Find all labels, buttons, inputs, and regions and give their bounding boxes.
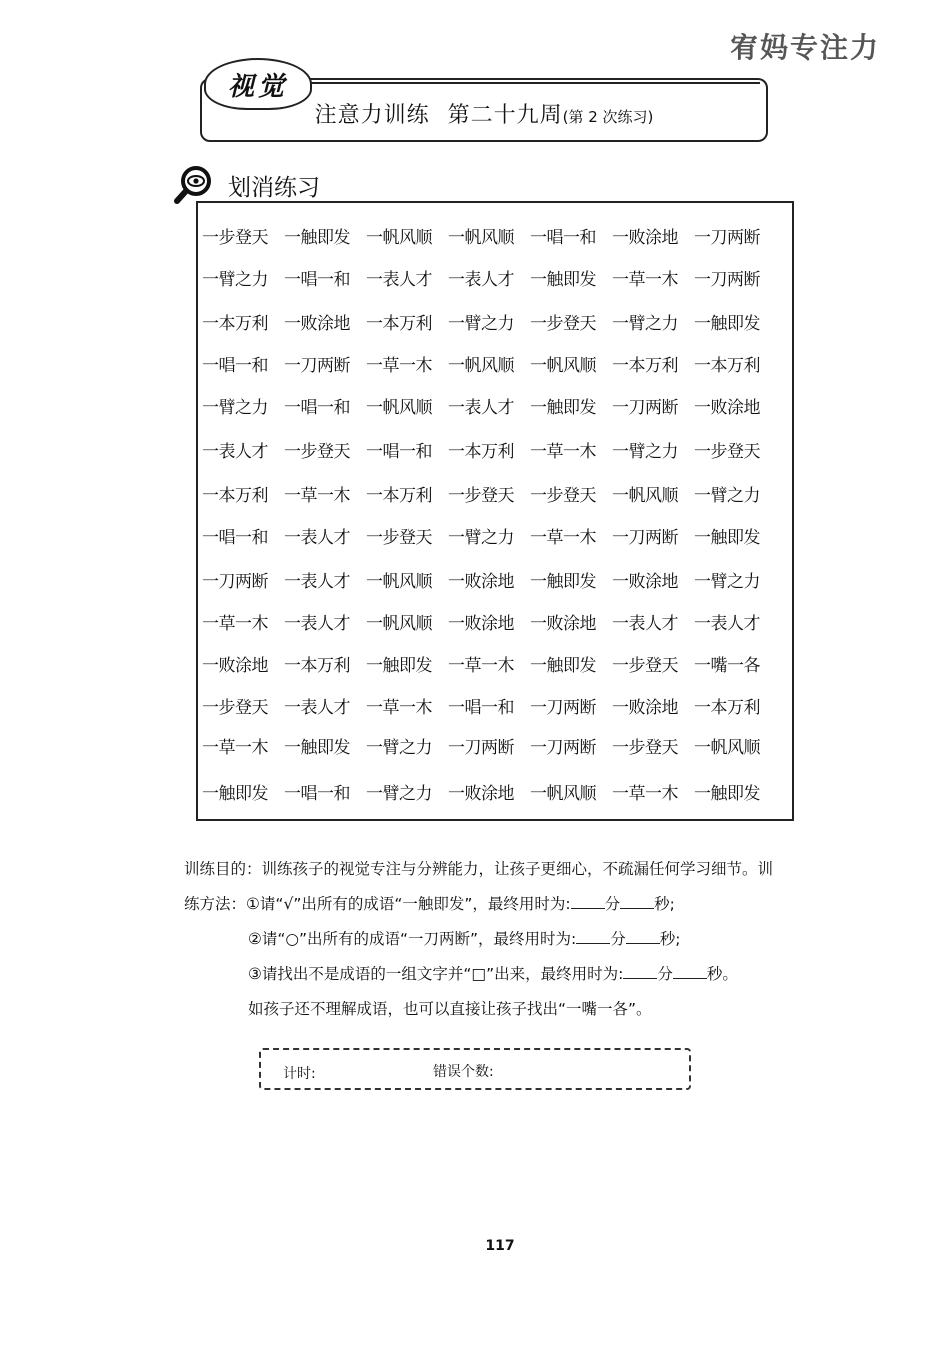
idiom-cell[interactable]: 一刀两断 bbox=[530, 738, 596, 758]
idiom-cell[interactable]: 一臂之力 bbox=[448, 528, 514, 548]
unit-sec: 秒; bbox=[659, 930, 681, 948]
idiom-cell[interactable]: 一刀两断 bbox=[612, 528, 678, 548]
idiom-cell[interactable]: 一刀两断 bbox=[694, 228, 760, 248]
idiom-cell[interactable]: 一表人才 bbox=[284, 572, 350, 592]
idiom-cell[interactable]: 一步登天 bbox=[202, 698, 268, 718]
idiom-cell[interactable]: 一败涂地 bbox=[530, 614, 596, 634]
idiom-cell[interactable]: 一表人才 bbox=[284, 528, 350, 548]
idiom-cell[interactable]: 一步登天 bbox=[612, 738, 678, 758]
grid-row bbox=[198, 693, 796, 723]
idiom-cell[interactable]: 一本万利 bbox=[612, 356, 678, 376]
method-step-2 bbox=[184, 922, 824, 957]
idiom-cell[interactable]: 一触即发 bbox=[284, 738, 350, 758]
idiom-cell[interactable]: 一表人才 bbox=[366, 270, 432, 290]
magnifier-eye-icon bbox=[174, 165, 214, 205]
instructions bbox=[184, 852, 824, 1027]
title-main: 注意力训练 bbox=[314, 103, 430, 128]
idiom-cell[interactable]: 一草一木 bbox=[202, 614, 268, 634]
idiom-cell[interactable]: 一臂之力 bbox=[366, 738, 432, 758]
idiom-cell[interactable]: 一唱一和 bbox=[530, 228, 596, 248]
unit-min: 分 bbox=[610, 930, 626, 948]
watermark: 宥妈专注力 bbox=[729, 31, 880, 64]
idiom-cell[interactable]: 一帆风顺 bbox=[366, 398, 432, 418]
grid-row bbox=[198, 309, 796, 339]
method-step-3 bbox=[184, 957, 824, 992]
header-divider bbox=[305, 82, 760, 84]
idiom-grid bbox=[196, 201, 794, 821]
idiom-cell[interactable]: 一臂之力 bbox=[612, 442, 678, 462]
grid-row bbox=[198, 437, 796, 467]
idiom-cell[interactable]: 一触即发 bbox=[530, 572, 596, 592]
idiom-cell[interactable]: 一臂之力 bbox=[694, 572, 760, 592]
idiom-cell[interactable]: 一唱一和 bbox=[202, 528, 268, 548]
step-2-text: ②请“○”出所有的成语“一刀两断”，最终用时为: bbox=[248, 930, 577, 948]
idiom-cell[interactable]: 一帆风顺 bbox=[366, 572, 432, 592]
idiom-cell[interactable]: 一臂之力 bbox=[694, 486, 760, 506]
idiom-cell[interactable]: 一唱一和 bbox=[448, 698, 514, 718]
idiom-cell[interactable]: 一唱一和 bbox=[366, 442, 432, 462]
grid-row bbox=[198, 567, 796, 597]
idiom-cell[interactable]: 一表人才 bbox=[284, 698, 350, 718]
idiom-cell[interactable]: 一败涂地 bbox=[448, 572, 514, 592]
idiom-cell[interactable]: 一步登天 bbox=[366, 528, 432, 548]
idiom-cell[interactable]: 一帆风顺 bbox=[448, 228, 514, 248]
idiom-cell[interactable]: 一帆风顺 bbox=[694, 738, 760, 758]
idiom-cell[interactable]: 一步登天 bbox=[530, 314, 596, 334]
idiom-cell[interactable]: 一帆风顺 bbox=[612, 486, 678, 506]
grid-row bbox=[198, 481, 796, 511]
idiom-cell[interactable]: 一刀两断 bbox=[284, 356, 350, 376]
idiom-cell[interactable]: 一步登天 bbox=[530, 486, 596, 506]
method-label: 练方法： bbox=[184, 895, 247, 913]
idiom-cell[interactable]: 一触即发 bbox=[530, 270, 596, 290]
seconds-blank[interactable] bbox=[673, 964, 707, 979]
idiom-cell[interactable]: 一步登天 bbox=[448, 486, 514, 506]
grid-row bbox=[198, 523, 796, 553]
idiom-cell[interactable]: 一唱一和 bbox=[284, 398, 350, 418]
grid-row bbox=[198, 223, 796, 253]
seconds-blank[interactable] bbox=[620, 894, 654, 909]
idiom-cell[interactable]: 一刀两断 bbox=[202, 572, 268, 592]
seconds-blank[interactable] bbox=[626, 929, 660, 944]
idiom-cell[interactable]: 一表人才 bbox=[612, 614, 678, 634]
minutes-blank[interactable] bbox=[576, 929, 610, 944]
idiom-cell[interactable]: 一本万利 bbox=[284, 656, 350, 676]
idiom-cell[interactable]: 一步登天 bbox=[612, 656, 678, 676]
idiom-cell[interactable]: 一臂之力 bbox=[202, 270, 268, 290]
idiom-cell[interactable]: 一唱一和 bbox=[202, 356, 268, 376]
idiom-cell[interactable]: 一步登天 bbox=[694, 442, 760, 462]
idiom-cell[interactable]: 一本万利 bbox=[694, 698, 760, 718]
unit-min: 分 bbox=[604, 895, 621, 913]
idiom-cell[interactable]: 一触即发 bbox=[694, 528, 760, 548]
page-number: 117 bbox=[485, 1238, 515, 1254]
step-1-text: ①请“√”出所有的成语“一触即发”，最终用时为: bbox=[246, 895, 571, 913]
idiom-cell[interactable]: 一草一木 bbox=[530, 442, 596, 462]
idiom-cell[interactable]: 一触即发 bbox=[530, 656, 596, 676]
idiom-cell[interactable]: 一败涂地 bbox=[448, 614, 514, 634]
idiom-cell[interactable]: 一刀两断 bbox=[448, 738, 514, 758]
idiom-cell[interactable]: 一败涂地 bbox=[612, 698, 678, 718]
idiom-cell[interactable]: 一草一木 bbox=[530, 528, 596, 548]
idiom-cell[interactable]: 一唱一和 bbox=[284, 270, 350, 290]
idiom-cell[interactable]: 一帆风顺 bbox=[448, 356, 514, 376]
idiom-cell[interactable]: 一草一木 bbox=[612, 784, 678, 804]
section-heading bbox=[174, 165, 320, 205]
idiom-cell[interactable]: 一帆风顺 bbox=[530, 784, 596, 804]
idiom-cell[interactable]: 一帆风顺 bbox=[530, 356, 596, 376]
idiom-cell[interactable]: 一臂之力 bbox=[366, 784, 432, 804]
idiom-cell[interactable]: 一草一木 bbox=[284, 486, 350, 506]
idiom-cell[interactable]: 一败涂地 bbox=[694, 398, 760, 418]
idiom-cell[interactable]: 一草一木 bbox=[202, 738, 268, 758]
idiom-cell[interactable]: 一唱一和 bbox=[284, 784, 350, 804]
idiom-cell[interactable]: 一本万利 bbox=[448, 442, 514, 462]
minutes-blank[interactable] bbox=[571, 894, 605, 909]
time-label: 计时: bbox=[283, 1066, 316, 1082]
idiom-cell[interactable]: 一败涂地 bbox=[202, 656, 268, 676]
header-tab-visual: 视觉 bbox=[204, 58, 312, 110]
idiom-cell[interactable]: 一刀两断 bbox=[530, 698, 596, 718]
errors-label: 错误个数: bbox=[433, 1064, 494, 1080]
idiom-cell[interactable]: 一表人才 bbox=[284, 614, 350, 634]
idiom-cell[interactable]: 一刀两断 bbox=[694, 270, 760, 290]
grid-row bbox=[198, 265, 796, 295]
idiom-cell[interactable]: 一表人才 bbox=[448, 398, 514, 418]
idiom-cell[interactable]: 一臂之力 bbox=[202, 398, 268, 418]
page-title bbox=[200, 98, 768, 129]
idiom-cell[interactable]: 一嘴一各 bbox=[694, 656, 760, 676]
idiom-cell[interactable]: 一败涂地 bbox=[612, 572, 678, 592]
idiom-cell[interactable]: 一表人才 bbox=[448, 270, 514, 290]
idiom-cell[interactable]: 一草一木 bbox=[366, 698, 432, 718]
idiom-cell[interactable]: 一本万利 bbox=[366, 314, 432, 334]
idiom-cell[interactable]: 一本万利 bbox=[366, 486, 432, 506]
idiom-cell[interactable]: 一表人才 bbox=[202, 442, 268, 462]
idiom-cell[interactable]: 一败涂地 bbox=[448, 784, 514, 804]
idiom-cell[interactable]: 一败涂地 bbox=[284, 314, 350, 334]
minutes-blank[interactable] bbox=[623, 964, 657, 979]
unit-sec: 秒。 bbox=[706, 965, 738, 983]
title-week: 第二十九周 bbox=[447, 103, 563, 128]
unit-min: 分 bbox=[657, 965, 673, 983]
idiom-cell[interactable]: 一臂之力 bbox=[612, 314, 678, 334]
grid-row bbox=[198, 609, 796, 639]
idiom-cell[interactable]: 一败涂地 bbox=[612, 228, 678, 248]
method-note: 如孩子还不理解成语，也可以直接让孩子找出“一嘴一各”。 bbox=[248, 1000, 652, 1018]
idiom-cell[interactable]: 一本万利 bbox=[202, 486, 268, 506]
grid-row bbox=[198, 651, 796, 681]
grid-row bbox=[198, 779, 796, 809]
idiom-cell[interactable]: 一臂之力 bbox=[448, 314, 514, 334]
training-purpose: 训练目的：训练孩子的视觉专注与分辨能力，让孩子更细心，不疏漏任何学习细节。训 bbox=[184, 860, 774, 878]
idiom-cell[interactable]: 一草一木 bbox=[612, 270, 678, 290]
grid-row bbox=[198, 351, 796, 381]
section-title: 划消练习 bbox=[228, 174, 320, 201]
idiom-cell[interactable]: 一触即发 bbox=[202, 784, 268, 804]
idiom-cell[interactable]: 一触即发 bbox=[530, 398, 596, 418]
idiom-cell[interactable]: 一帆风顺 bbox=[366, 228, 432, 248]
idiom-cell[interactable]: 一草一木 bbox=[366, 356, 432, 376]
idiom-cell[interactable]: 一触即发 bbox=[694, 784, 760, 804]
idiom-cell[interactable]: 一本万利 bbox=[694, 356, 760, 376]
idiom-cell[interactable]: 一步登天 bbox=[202, 228, 268, 248]
grid-row bbox=[198, 733, 796, 763]
unit-sec: 秒; bbox=[654, 895, 675, 913]
idiom-cell[interactable]: 一帆风顺 bbox=[366, 614, 432, 634]
idiom-cell[interactable]: 一触即发 bbox=[366, 656, 432, 676]
timer-box bbox=[259, 1048, 691, 1090]
idiom-cell[interactable]: 一步登天 bbox=[284, 442, 350, 462]
title-sub: (第 2 次练习) bbox=[562, 108, 654, 126]
grid-row bbox=[198, 393, 796, 423]
idiom-cell[interactable]: 一本万利 bbox=[202, 314, 268, 334]
idiom-cell[interactable]: 一草一木 bbox=[448, 656, 514, 676]
idiom-cell[interactable]: 一触即发 bbox=[284, 228, 350, 248]
idiom-cell[interactable]: 一刀两断 bbox=[612, 398, 678, 418]
method-step-1 bbox=[184, 887, 824, 922]
step-3-text: ③请找出不是成语的一组文字并“□”出来，最终用时为: bbox=[248, 965, 624, 983]
idiom-cell[interactable]: 一表人才 bbox=[694, 614, 760, 634]
idiom-cell[interactable]: 一触即发 bbox=[694, 314, 760, 334]
